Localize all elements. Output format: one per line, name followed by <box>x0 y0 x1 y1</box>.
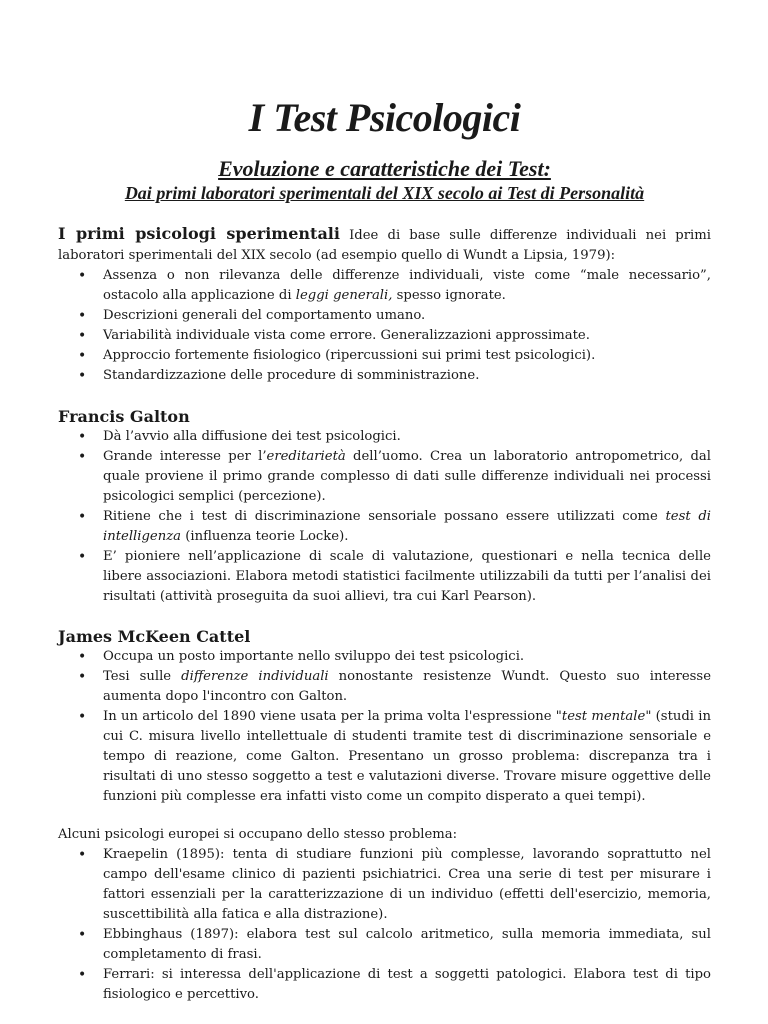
list-item <box>58 667 711 707</box>
list-item-emphasis: ereditarietà <box>266 449 346 464</box>
list-item: • Ferrari: si interessa dell'applicazione di test a soggetti patologici. Elabora test di tipo fisiologico e percettivo. <box>58 965 711 1005</box>
list-item <box>58 707 711 807</box>
list-item <box>58 507 711 547</box>
list-item: • Descrizioni generali del comportamento umano. <box>58 306 711 326</box>
list-item: • Standardizzazione delle procedure di somministrazione. <box>58 366 711 386</box>
list-item: • Kraepelin (1895): tenta di studiare funzioni più complesse, lavorando soprattutto nel campo dell'esame clinico di pazienti psichiatrici. Crea una serie di test per misurare i fattori essenziali per la caratterizzazione di un individuo (effetti dell'esercizio, memoria, suscettibilità alla fatica e alla distrazione). <box>58 845 711 925</box>
section-heading-cattel: James McKeen Cattel <box>58 627 251 646</box>
list-item: • Approccio fortemente fisiologico (ripercussioni sui primi test psicologici). <box>58 346 711 366</box>
list-item-text: dell’uomo. Crea un laboratorio antropometrico, dal quale proviene il primo grande complesso di dati sulle differenze individuali nei processi psicologici semplici (percezione). <box>103 449 711 504</box>
list-item <box>58 447 711 507</box>
galton-list <box>58 427 711 607</box>
list-item-text: In un articolo del 1890 viene usata per la prima volta l'espressione " <box>103 709 562 724</box>
list-item-text: Grande interesse per l’ <box>103 449 267 464</box>
list-item-emphasis: test mentale <box>561 709 646 724</box>
europe-list <box>58 845 711 1005</box>
document-subtitle-secondary: Dai primi laboratori sperimentali del XIX secolo ai Test di Personalità <box>124 183 645 203</box>
document-subtitle: Evoluzione e caratteristiche dei Test: <box>218 156 551 181</box>
intro-text: Idee di base sulle differenze individuali nei primi laboratori sperimentali del XIX secolo (ad esempio quello di Wundt a Lipsia, 1979): <box>58 228 711 263</box>
list-item: • Ebbinghaus (1897): elabora test sul calcolo aritmetico, sulla memoria immediata, sul completamento di frasi. <box>58 925 711 965</box>
list-item: • E’ pioniere nell’applicazione di scale di valutazione, questionari e nella tecnica delle libere associazioni. Elabora metodi statistici facilmente utilizzabili da tutti per l’analisi dei risultati (attività proseguita da suoi allievi, tra cui Karl Pearson). <box>58 547 711 607</box>
list-item-text: " (studi in cui C. misura livello intellettuale di studenti tramite test di discriminazione sensoriale e tempo di reazione, come Galton. Presentano un grosso problema: discrepanza tra i risultati di uno stesso soggetto a test e valutazioni diverse. Trovare misure oggettive delle funzioni più complesse era infatti visto come un compito disperato a quei tempi). <box>103 709 712 804</box>
list-item-emphasis: differenze individuali <box>181 669 329 684</box>
list-item-text: nonostante resistenze Wundt. Questo suo interesse aumenta dopo l'incontro con Galton. <box>103 669 712 704</box>
europe-paragraph: Alcuni psicologi europei si occupano dello stesso problema: <box>58 827 458 842</box>
list-item: • Dà l’avvio alla diffusione dei test psicologici. <box>58 427 711 447</box>
list-item-text: Ritiene che i test di discriminazione sensoriale possano essere utilizzati come <box>103 509 666 524</box>
list-item-text: Assenza o non rilevanza delle differenze individuali, viste come “male necessario”, ostacolo alla applicazione di <box>103 268 711 303</box>
list-item-emphasis: leggi generali, <box>295 288 393 303</box>
list-item-emphasis: test di intelligenza <box>103 509 711 544</box>
intro-paragraph <box>58 224 711 266</box>
document-title: I Test Psicologici <box>248 95 521 140</box>
list-item-text: (influenza teorie Locke). <box>181 529 349 544</box>
section-heading-galton: Francis Galton <box>58 407 190 426</box>
list-item: • Variabilità individuale vista come errore. Generalizzazioni approssimate. <box>58 326 711 346</box>
list-item: • Occupa un posto importante nello sviluppo dei test psicologici. <box>58 647 711 667</box>
list-item-text: spesso ignorate. <box>392 288 506 303</box>
intro-lead: I primi psicologi sperimentali <box>58 224 340 243</box>
cattel-list <box>58 647 711 807</box>
list-item-text: Tesi sulle <box>103 669 182 684</box>
list-item <box>58 266 711 306</box>
intro-list <box>58 266 711 386</box>
